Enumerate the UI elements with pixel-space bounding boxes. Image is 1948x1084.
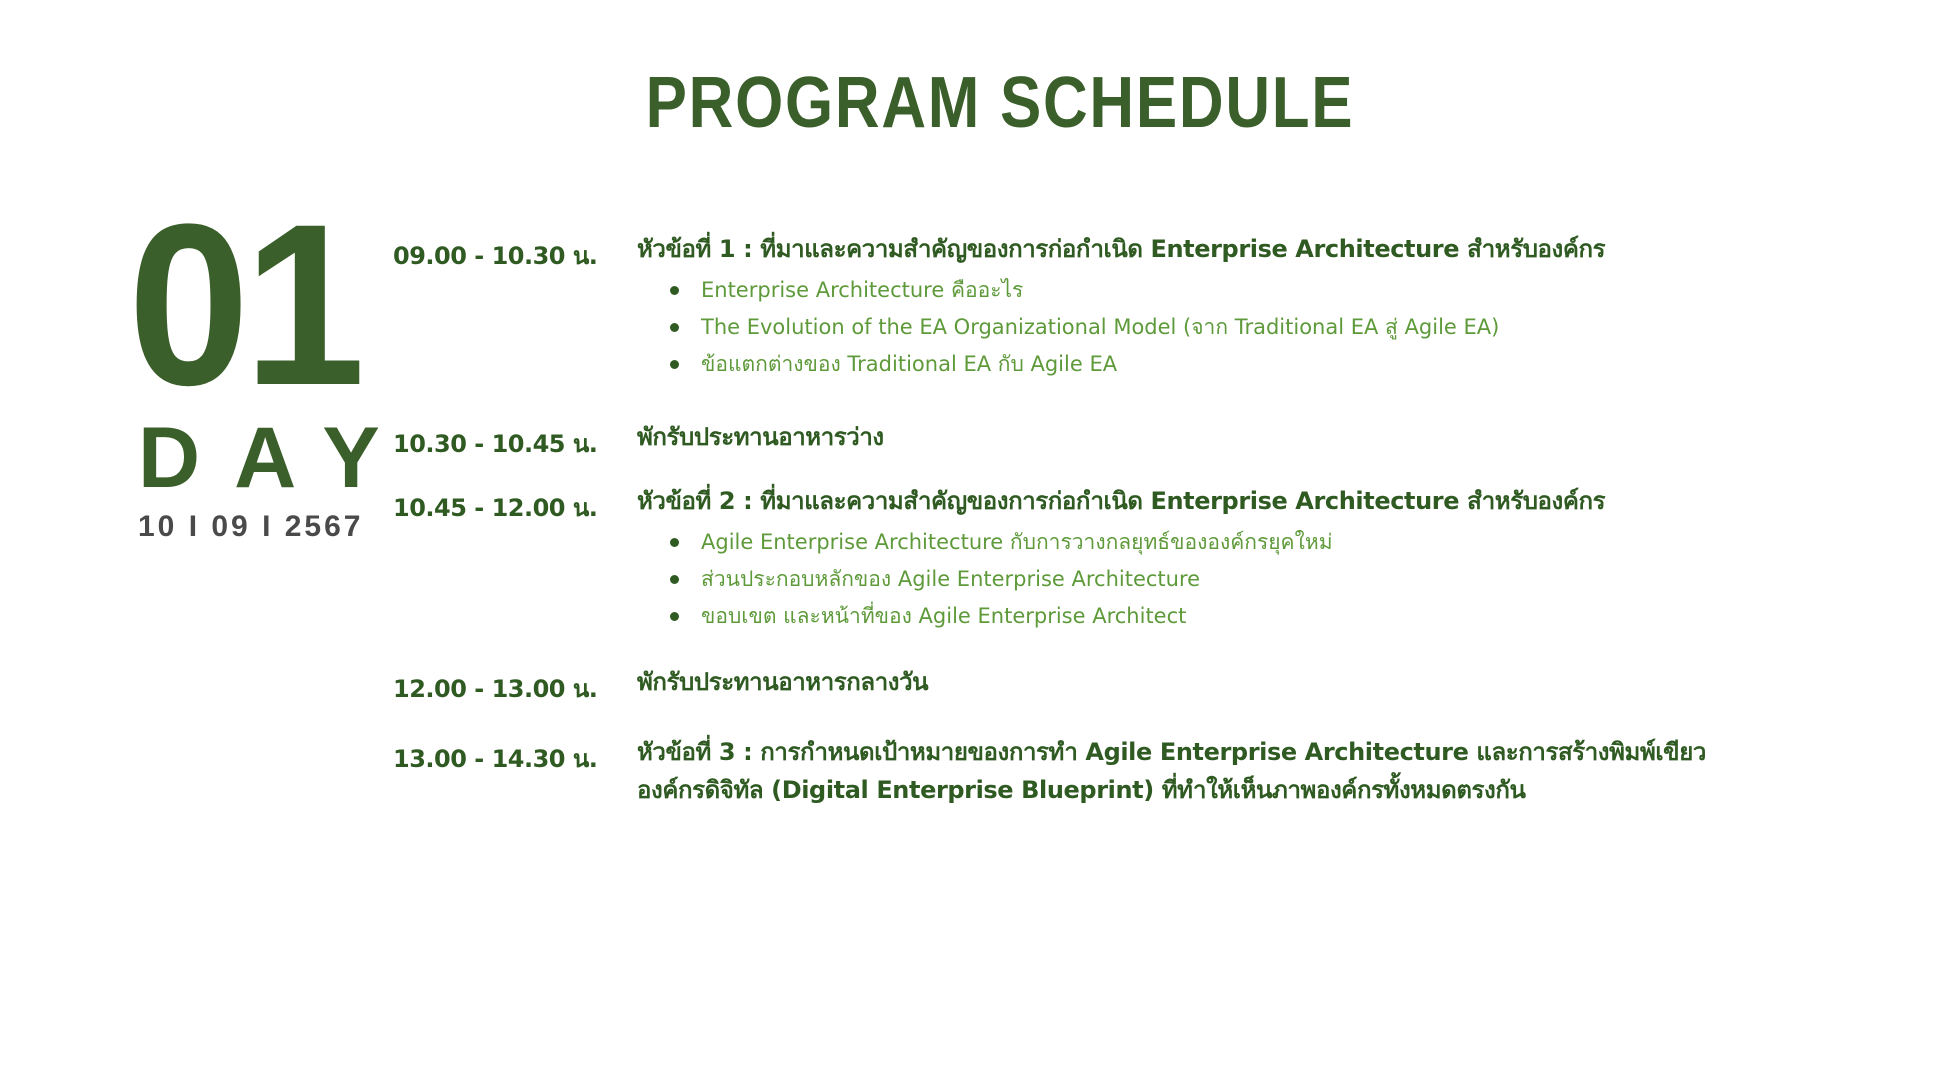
session-title: หัวข้อที่ 3 : การกำหนดเป้าหมายของการทำ Agile Enterprise Architecture และการสร้างพิมพ์เขียวองค์กรดิจิทัล (Digital Enterprise Blueprint) ที่ทำให้เห็นภาพองค์กรทั้งหมดตรงกัน <box>637 738 1706 804</box>
session-content <box>637 739 1887 809</box>
session-title: หัวข้อที่ 2 : ที่มาและความสำคัญของการก่อกำเนิด Enterprise Architecture สำหรับองค์กร <box>637 487 1606 515</box>
bullet-icon <box>670 538 679 547</box>
topic-text: Enterprise Architecture คืออะไร <box>701 278 1024 302</box>
session-content <box>637 669 1887 701</box>
session-time: 10.45 - 12.00 น. <box>393 494 598 522</box>
bullet-icon <box>670 286 679 295</box>
page-title: PROGRAM SCHEDULE <box>645 63 1355 143</box>
session-topics <box>637 272 1887 383</box>
topic-text: ขอบเขต และหน้าที่ของ Agile Enterprise Architect <box>701 604 1187 628</box>
bullet-icon <box>670 575 679 584</box>
topic-text: Agile Enterprise Architecture กับการวางกลยุทธ์ขององค์กรยุคใหม่ <box>701 530 1333 554</box>
bullet-icon <box>670 612 679 621</box>
day-number: 01 <box>128 176 360 433</box>
session-title: พักรับประทานอาหารกลางวัน <box>637 668 929 696</box>
bullet-icon <box>670 323 679 332</box>
topic-text: ส่วนประกอบหลักของ Agile Enterprise Architecture <box>701 567 1201 591</box>
topic-item <box>637 561 1887 598</box>
topic-item <box>637 272 1887 309</box>
topic-text: The Evolution of the EA Organizational Model (จาก Traditional EA สู่ Agile EA) <box>701 315 1500 339</box>
session-title: พักรับประทานอาหารว่าง <box>637 423 884 451</box>
session-content <box>637 488 1887 635</box>
topic-item <box>637 309 1887 346</box>
event-date: 10 I 09 I 2567 <box>138 510 364 543</box>
topic-item <box>637 598 1887 635</box>
topic-item <box>637 524 1887 561</box>
session-content <box>637 236 1887 383</box>
session-time: 10.30 - 10.45 น. <box>393 430 598 458</box>
day-label: DAY <box>138 410 414 506</box>
bullet-icon <box>670 360 679 369</box>
session-topics <box>637 524 1887 635</box>
day-badge <box>128 176 414 544</box>
session-time: 09.00 - 10.30 น. <box>393 242 598 270</box>
session-time: 13.00 - 14.30 น. <box>393 745 598 773</box>
session-title: หัวข้อที่ 1 : ที่มาและความสำคัญของการก่อกำเนิด Enterprise Architecture สำหรับองค์กร <box>637 235 1606 263</box>
session-content <box>637 424 1887 456</box>
topic-item <box>637 346 1887 383</box>
session-time: 12.00 - 13.00 น. <box>393 675 598 703</box>
topic-text: ข้อแตกต่างของ Traditional EA กับ Agile EA <box>701 352 1118 376</box>
